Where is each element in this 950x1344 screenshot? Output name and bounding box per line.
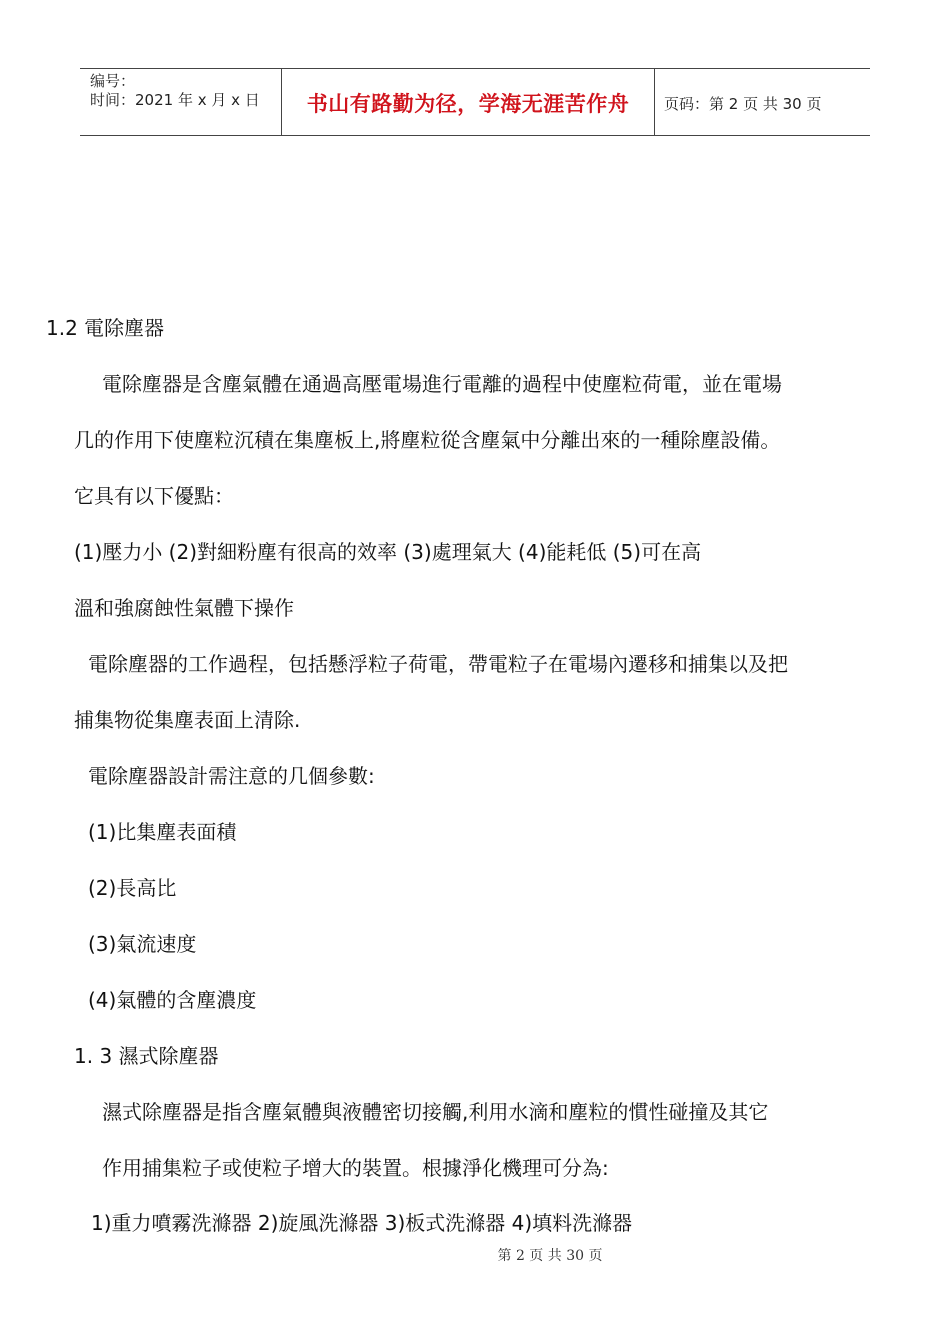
advantages-line: 溫和強腐蝕性氣體下操作 <box>74 596 294 620</box>
paragraph-line: 濕式除塵器是指含塵氣體與液體密切接觸,利用水滴和塵粒的慣性碰撞及其它 <box>102 1100 769 1124</box>
paragraph-line: 几的作用下使塵粒沉積在集塵板上,將塵粒從含塵氣中分離出來的一種除塵設備。 <box>74 428 781 452</box>
paragraph-line: 作用捕集粒子或使粒子增大的裝置。根據淨化機理可分為: <box>102 1156 609 1180</box>
paragraph-line: 捕集物從集塵表面上清除. <box>74 708 301 732</box>
header-divider-right <box>654 68 655 136</box>
parameter-item: (4)氣體的含塵濃度 <box>88 988 257 1012</box>
advantages-line: (1)壓力小 (2)對細粉塵有很高的效率 (3)處理氣大 (4)能耗低 (5)可在高 <box>74 540 702 564</box>
parameter-item: (2)長高比 <box>88 876 177 900</box>
parameter-item: (3)氣流速度 <box>88 932 197 956</box>
scrubber-types-line: 1)重力噴霧洗滌器 2)旋風洗滌器 3)板式洗滌器 4)填料洗滌器 <box>91 1211 633 1235</box>
paragraph-line: 電除塵器的工作過程，包括懸浮粒子荷電，帶電粒子在電場內遷移和捕集以及把 <box>88 652 788 676</box>
header-page-info: 页码：第 2 页 共 30 页 <box>664 95 822 113</box>
section-heading-1-3: 1. 3 濕式除塵器 <box>74 1044 219 1068</box>
footer-page-number: 第 2 页 共 30 页 <box>497 1248 603 1264</box>
paragraph-line: 電除塵器設計需注意的几個參數: <box>88 764 375 788</box>
document-date: 时间：2021 年 x 月 x 日 <box>90 91 260 109</box>
header-motto: 书山有路勤为径，学海无涯苦作舟 <box>306 91 630 116</box>
parameter-item: (1)比集塵表面積 <box>88 820 237 844</box>
header-bottom-border <box>80 135 870 136</box>
header-top-border <box>80 68 870 69</box>
paragraph-line: 它具有以下優點： <box>74 484 234 508</box>
document-number-label: 编号： <box>90 72 136 90</box>
section-heading-1-2: 1.2 電除塵器 <box>46 316 165 340</box>
page-footer <box>0 1245 950 1265</box>
paragraph-line: 電除塵器是含塵氣體在通過高壓電場進行電離的過程中使塵粒荷電，並在電場 <box>102 372 782 396</box>
